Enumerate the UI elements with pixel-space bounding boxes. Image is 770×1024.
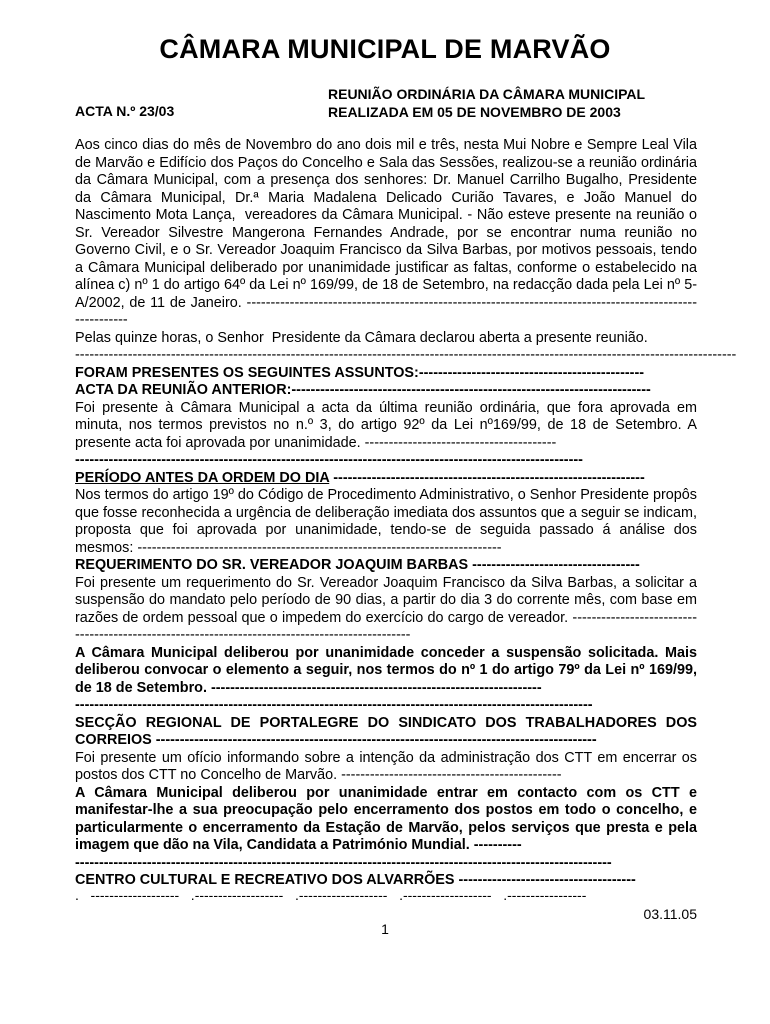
signature-line: . ------------------- .------------------- .------------------- .------------------- .----------------- [75, 887, 587, 903]
requerimento-paragraph: Foi presente um requerimento do Sr. Vereador Joaquim Francisco da Silva Barbas, a solicitar a suspensão do mandato pelo período de 90 dias, a partir do dia 3 do corrente mês, com base em razões de ordem pessoal que o impedem do exercício do cargo de vereador. ------------------------------------------------------------------------------------------------ [75, 574, 701, 643]
meeting-line-1: REUNIÃO ORDINÁRIA DA CÂMARA MUNICIPAL [328, 86, 646, 102]
heading-seccao: SECÇÃO REGIONAL DE PORTALEGRE DO SINDICATO DOS TRABALHADORES DOS CORREIOS -------------------------------------------------------------------------------------------- [75, 714, 701, 748]
requerimento-decision: A Câmara Municipal deliberou por unanimidade conceder a suspensão solicitada. Mais deliberou convocar o elemento a seguir, nos termos do nº 1 do artigo 79º da Lei nº 169/99, de 18 de Setembro. --------------------------------------------------------------------- [75, 644, 701, 696]
separator: ---------------------------------------------------------------------------------------------------------- [75, 452, 583, 468]
separator: ---------------------------------------------------------------------------------------------------------------- [75, 854, 612, 871]
heading-assuntos: FORAM PRESENTES OS SEGUINTES ASSUNTOS:----------------------------------------------- [75, 364, 645, 381]
page-number: 1 [381, 921, 389, 937]
acta-number: ACTA N.º 23/03 [75, 103, 175, 119]
page-title: CÂMARA MUNICIPAL DE MARVÃO [159, 34, 611, 64]
heading-centro: CENTRO CULTURAL E RECREATIVO DOS ALVARRÕES ------------------------------------- [75, 872, 636, 888]
minutes-body [75, 137, 737, 890]
separator: ------------------------------------------------------------------------------------------------------------ [75, 697, 593, 713]
acta-anterior-paragraph: Foi presente à Câmara Municipal a acta da última reunião ordinária, que fora aprovada em minuta, nos termos previstos no n.º 3, do artigo 92º da Lei nº169/99, de 18 de Setembro. A presente acta foi aprovada por unanimidade. ---------------------------------------- [75, 399, 701, 451]
opening-paragraph: Pelas quinze horas, o Senhor Presidente da Câmara declarou aberta a presente reunião. [75, 329, 648, 346]
document-date: 03.11.05 [643, 906, 697, 922]
seccao-paragraph: Foi presente um ofício informando sobre a intenção da administração dos CTT em encerrar os postos dos CTT no Concelho de Marvão. ---------------------------------------------- [75, 749, 701, 783]
separator: ------------------------------------------------------------------------------------------------------------------------------------------ [75, 347, 737, 363]
meeting-line-2: REALIZADA EM 05 DE NOVEMBRO DE 2003 [328, 103, 621, 120]
heading-requerimento: REQUERIMENTO DO SR. VEREADOR JOAQUIM BARBAS ----------------------------------- [75, 557, 640, 573]
heading-acta-anterior: ACTA DA REUNIÃO ANTERIOR:--------------------------------------------------------------------------- [75, 382, 651, 398]
seccao-decision: A Câmara Municipal deliberou por unanimidade entrar em contacto com os CTT e manifestar-lhe a sua preocupação pelo encerramento dos postos em todo o concelho, e particularmente o encerramento da Estação de Marvão, pelos serviços que presta e pela imagem que dão na Vila, Candidata a Património Mundial. ---------- [75, 784, 701, 853]
intro-paragraph: Aos cinco dias do mês de Novembro do ano dois mil e três, nesta Mui Nobre e Sempre Leal Vila de Marvão e Edifício dos Paços do Concelho e Sala das Sessões, realizou-se a reunião ordinária da Câmara Municipal, com a presença dos senhores: Dr. Manuel Carrilho Bugalho, Presidente da Câmara Municipal, Dr.ª Maria Madalena Delicado Curião Tavares, e João Manuel do Nascimento Mota Lança, vereadores da Câmara Municipal. - Não esteve presente na reunião o Sr. Vereador Silvestre Mangerona Fernandes Andrade, por se encontrar numa reunião no Governo Civil, e o Sr. Vereador Joaquim Francisco da Silva Barbas, por motivos pessoais, tendo a Câmara Municipal deliberado por unanimidade justificar as faltas, conforme o estabelecido na alínea c) nº 1 do artigo 64º da Lei nº 169/99, de 18 de Setembro, na redacção dada pela Lei nº 5-A/2002, de 11 de Janeiro. --------------------------------------------------------------------------------------------------------- [75, 137, 701, 328]
periodo-paragraph: Nos termos do artigo 19º do Código de Procedimento Administrativo, o Senhor Presidente propôs que fosse reconhecida a urgência de deliberação imediata dos assuntos que a seguir se indicam, proposta que foi aprovada por unanimidade, tendo-se de seguida passado á análise dos mesmos: ---------------------------------------------------------------------------- [75, 487, 702, 556]
meeting-info [328, 86, 645, 121]
heading-periodo: PERÍODO ANTES DA ORDEM DO DIA ----------------------------------------------------------------- [75, 469, 645, 486]
